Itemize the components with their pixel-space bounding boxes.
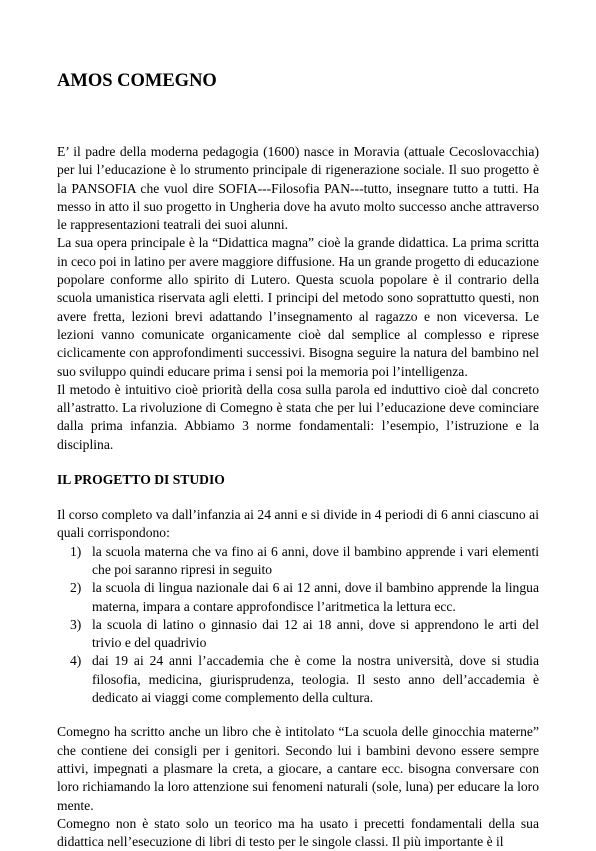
intro-paragraph: La sua opera principale è la “Didattica magna” cioè la grande didattica. La prima scritta in ceco poi in latino per avere maggiore diffusione. Ha un grande progetto di educazione popolare conforme allo spirito di Lutero. Questa scuola popolare è il contrario della scuola umanistica riservata agli eletti. I principi del metodo sono soprattutto questi, non avere fretta, lezioni brevi adattando l’insegnamento al ragazzo e non viceversa. Le lezioni vanno comunicate organicamente cioè dal semplice al complesso e riprese ciclicamente con approfondimenti successivi. Bisogna seguire la natura del bambino nel suo sviluppo quindi educare prima i sensi poi la memoria poi l’intelligenza. — [57, 235, 539, 379]
document-content — [57, 70, 539, 851]
intro-paragraph: E’ il padre della moderna pedagogia (1600) nasce in Moravia (attuale Cecoslovacchia) per lui l’educazione è lo strumento principale di rigenerazione sociale. Il suo progetto è la PANSOFIA che vuol dire SOFIA---Filosofia PAN---tutto, insegnare tutto a tutti. Ha messo in atto il suo progetto in Ungheria dove ha avuto molto successo anche attraverso le rappresentazioni teatrali dei suoi alunni. — [57, 144, 539, 233]
closing-paragraph: Comegno non è stato solo un teorico ma ha usato i precetti fondamentali della sua didattica nell’esecuzione di libri di testo per le singole classi. Il più importante è il — [57, 815, 539, 850]
document-title: AMOS COMEGNO — [57, 71, 217, 91]
closing-paragraph: Comegno ha scritto anche un libro che è intitolato “La scuola delle ginocchia materne” che contiene dei consigli per i genitori. Secondo lui i bambini devono essere sempre attivi, impegnati a plasmare la creta, a giocare, a cantare ecc. bisogna conversare con loro richiamando la loro attenzione sui fenomeni naturali (sole, luna) per educare la loro mente. — [57, 724, 539, 813]
intro-paragraph: Il metodo è intuitivo cioè priorità della cosa sulla parola ed induttivo cioè dal concreto all’astratto. La rivoluzione di Comegno è stata che per lui l’educazione deve cominciare dalla prima infanzia. Abbiamo 3 norme fondamentali: l’esempio, l’istruzione e la disciplina. — [57, 381, 539, 452]
paragraph-spacer — [57, 707, 539, 723]
section-heading: IL PROGETTO DI STUDIO — [57, 472, 225, 488]
list-item: la scuola di latino o ginnasio dai 12 ai 18 anni, dove si apprendono le arti del trivio e del quadrivio — [92, 616, 539, 651]
list-item: la scuola di lingua nazionale dai 6 ai 12 anni, dove il bambino apprende la lingua materna, impara a contare approfondisce l’aritmetica la lettura ecc. — [92, 580, 539, 614]
study-periods-list — [57, 543, 539, 708]
section-intro-paragraph: Il corso completo va dall’infanzia ai 24 anni e si divide in 4 periodi di 6 anni ciascuno ai quali corrispondono: — [57, 507, 539, 541]
list-item: la scuola materna che va fino ai 6 anni, dove il bambino apprende i vari elementi che poi saranno ripresi in seguito — [92, 543, 539, 577]
list-item: dai 19 ai 24 anni l’accademia che è come la nostra università, dove si studia filosofia, medicina, giurisprudenza, teologia. Il sesto anno dell’accademia è dedicato ai viaggi come complemento della cultura. — [92, 653, 539, 706]
